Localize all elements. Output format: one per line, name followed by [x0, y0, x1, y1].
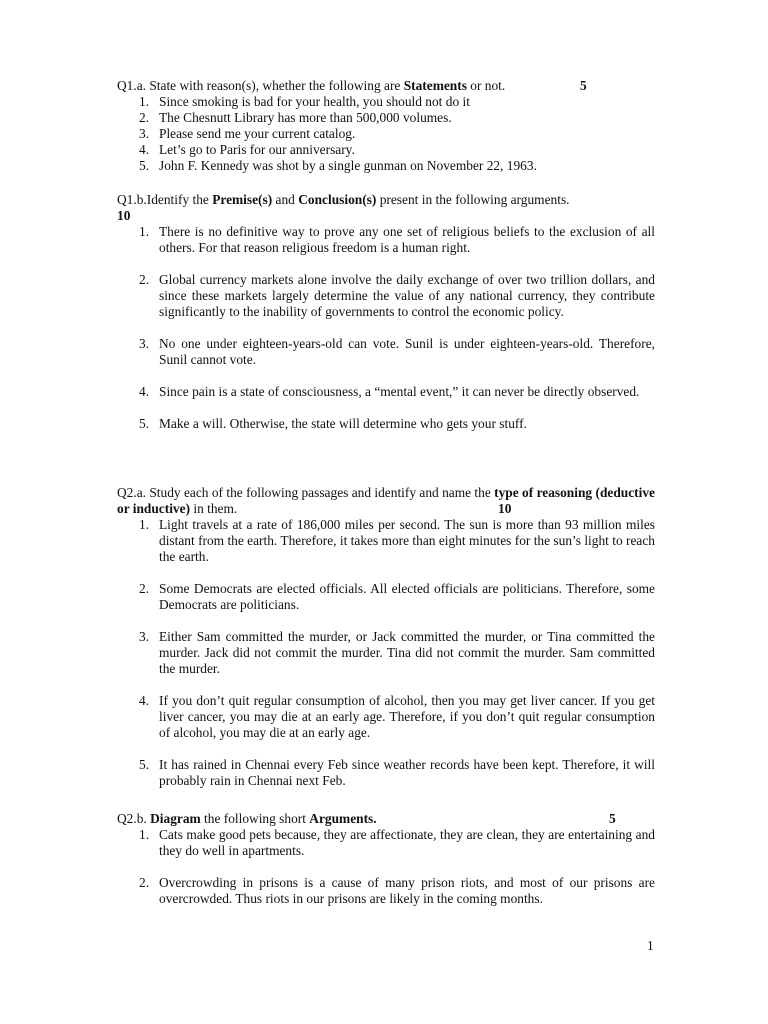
q1b-heading: Q1.b.Identify the Premise(s) and Conclusion(s) present in the following arguments. [117, 192, 570, 207]
list-item: 1. Light travels at a rate of 186,000 miles per second. The sun is more than 93 million miles distant from the earth. Therefore, it takes more than eight minutes for the sun’s light to reach the earth. [139, 517, 655, 564]
q1a-list [117, 94, 655, 174]
list-item: 1. Cats make good pets because, they are affectionate, they are clean, they are entertaining and they do well in apartments. [139, 827, 655, 858]
list-item: 4. Since pain is a state of consciousness, a “mental event,” it can never be directly observed. [139, 384, 640, 399]
q2a-heading: Q2.a. Study each of the following passages and identify and name the type of reasoning (deductive or inductive) in them. [117, 485, 655, 516]
q2b-heading: Q2.b. Diagram the following short Arguments. [117, 811, 377, 826]
list-item: 2. Some Democrats are elected officials. All elected officials are politicians. Therefore, some Democrats are politicians. [139, 581, 655, 612]
list-item: 5. It has rained in Chennai every Feb since weather records have been kept. Therefore, it will probably rain in Chennai next Feb. [139, 757, 655, 788]
q2b-marks: 5 [609, 811, 616, 826]
q1a-marks: 5 [580, 78, 587, 93]
list-item: 4. Let’s go to Paris for our anniversary. [139, 142, 355, 157]
q2b-list [117, 827, 655, 907]
list-item: 5. John F. Kennedy was shot by a single gunman on November 22, 1963. [139, 158, 537, 173]
list-item: 1. Since smoking is bad for your health, you should not do it [139, 94, 470, 109]
q2a-marks: 10 [498, 501, 512, 516]
q2a-list [117, 517, 655, 789]
list-item: 3. No one under eighteen-years-old can vote. Sunil is under eighteen-years-old. Therefore, Sunil cannot vote. [139, 336, 655, 367]
q1a-heading: Q1.a. State with reason(s), whether the following are Statements or not. [117, 78, 506, 93]
list-item: 3. Please send me your current catalog. [139, 126, 356, 141]
page-number: 1 [647, 938, 654, 953]
list-item: 2. Overcrowding in prisons is a cause of many prison riots, and most of our prisons are overcrowded. Thus riots in our prisons are likely in the coming months. [139, 875, 655, 906]
list-item: 4. If you don’t quit regular consumption of alcohol, then you may get liver cancer. If you get liver cancer, you may die at an early age. Therefore, if you don’t quit regular consumption of alcohol, you may die at an early age. [139, 693, 655, 740]
list-item: 3. Either Sam committed the murder, or Jack committed the murder, or Tina committed the murder. Jack did not commit the murder. Tina did not commit the murder. Sam committed the murder. [139, 629, 655, 676]
q1b-list [117, 224, 655, 432]
list-item: 1. There is no definitive way to prove any one set of religious beliefs to the exclusion of all others. For that reason religious freedom is a human right. [139, 224, 655, 255]
list-item: 5. Make a will. Otherwise, the state will determine who gets your stuff. [139, 416, 527, 431]
list-item: 2. Global currency markets alone involve the daily exchange of over two trillion dollars, and since these markets largely determine the value of any national currency, they contribute significantly to the inability of governments to control the economic policy. [139, 272, 655, 319]
q1b-marks: 10 [117, 208, 131, 223]
list-item: 2. The Chesnutt Library has more than 500,000 volumes. [139, 110, 452, 125]
